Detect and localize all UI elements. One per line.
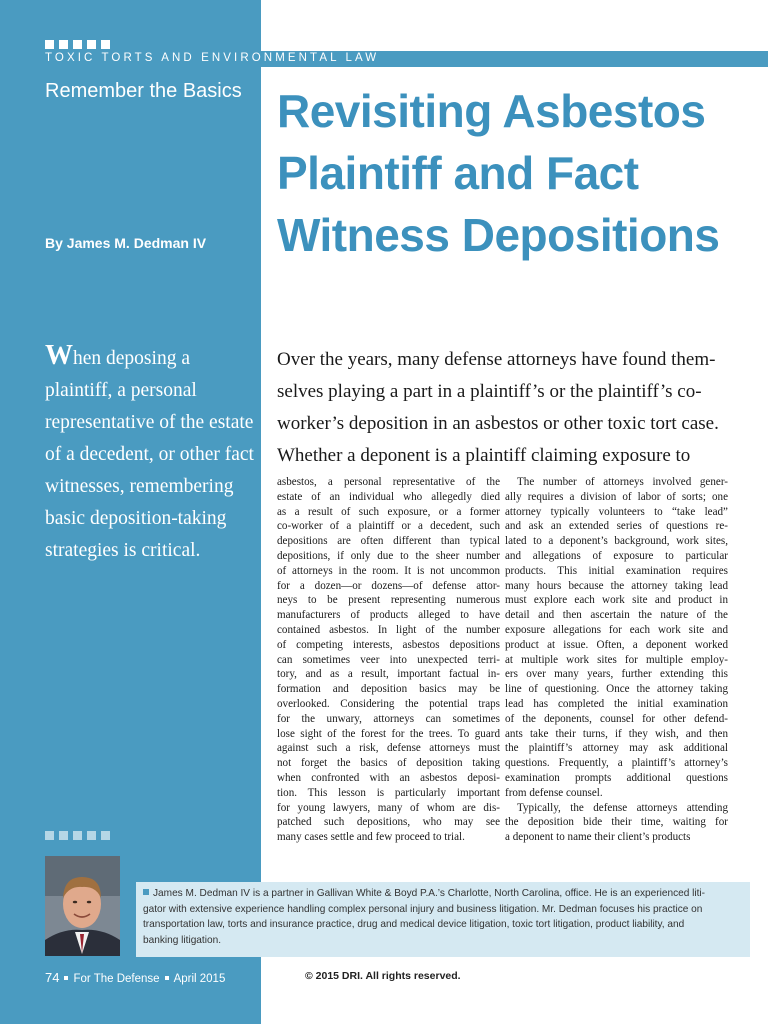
intro-line: Whether a deponent is a plaintiff claiming exposure to	[277, 445, 691, 466]
issue-date: April 2015	[173, 973, 226, 985]
body-line: of attorneys in the room. It is not uncommon	[277, 564, 500, 577]
body-line: estate of an individual who allegedly died	[277, 490, 500, 503]
author-bio	[143, 886, 743, 948]
body-line: of the deponents, counsel for other defend-	[505, 712, 728, 725]
kicker: Remember the Basics	[45, 80, 242, 102]
byline: By James M. Dedman IV	[45, 235, 207, 251]
body-line: many cases settle and few proceed to trial.	[277, 831, 465, 844]
pull-quote	[45, 340, 255, 567]
body-line: tion. This lesson is particularly important	[277, 786, 500, 799]
page-footer	[45, 970, 225, 985]
body-line: against such a risk, defense attorneys must	[277, 742, 500, 755]
body-line: at multiple work sites for multiple employ-	[505, 653, 728, 666]
body-column-left	[277, 475, 500, 845]
body-line: not forget the basics of deposition taking	[277, 757, 500, 770]
pull-quote-line: hen deposing a	[73, 348, 190, 369]
body-line: questions. Frequently, a plaintiff’s attorney’s	[505, 757, 728, 770]
body-line: asbestos, a personal representative of the	[277, 476, 500, 488]
body-line: can sometimes veer into unexpected terri-	[277, 653, 500, 666]
body-line: from defense counsel.	[505, 786, 603, 799]
pull-quote-line: plaintiff, a personal	[45, 380, 197, 401]
body-line: examination prompts additional questions	[505, 771, 728, 784]
body-line: detail and then ascertain the nature of the	[505, 609, 728, 622]
intro-paragraph	[277, 344, 747, 472]
body-line: product at issue. Often, a deponent worked	[505, 638, 728, 651]
bio-line: transportation law, torts and insurance practice, drug and medical device litigation, toxic tort litigation, product liability, and	[143, 919, 685, 930]
article-title	[277, 80, 757, 266]
body-column-right	[505, 475, 728, 845]
body-line: of competing interests, asbestos depositions	[277, 638, 500, 651]
body-line: the deposition bide their time, waiting for	[505, 816, 728, 829]
pull-quote-line: representative of the estate	[45, 412, 254, 433]
pull-quote-line: of a decedent, or other fact	[45, 444, 254, 465]
intro-line: worker’s deposition in an asbestos or other toxic tort case.	[277, 413, 719, 434]
body-line: depositions are often different than typical	[277, 535, 500, 548]
footer-separator	[165, 976, 169, 980]
pull-quote-line: strategies is critical.	[45, 540, 201, 561]
body-line: a deponent to name their client’s products	[505, 831, 691, 844]
body-line: attorney typically volunteers to “take lead”	[505, 505, 728, 518]
body-line: exposure allegations for each work site and	[505, 623, 728, 636]
body-line: co-worker of a plaintiff or a decedent, such	[277, 520, 500, 533]
publication-name: For The Defense	[73, 973, 160, 985]
body-line: patched such depositions, who may see	[277, 816, 500, 829]
body-line: must explore each work site and product in	[505, 594, 728, 607]
title-line: Witness Depositions	[277, 209, 720, 261]
title-line: Revisiting Asbestos	[277, 85, 706, 137]
body-line: the plaintiff’s attorney may ask additional	[505, 742, 728, 755]
body-line: tory, and as a result, important factual in-	[277, 668, 500, 681]
pull-quote-line: basic deposition-taking	[45, 508, 227, 529]
intro-line: Over the years, many defense attorneys have found them-	[277, 349, 716, 370]
author-photo	[45, 856, 120, 956]
footer-separator	[64, 976, 68, 980]
body-line: depositions, if only due to the sheer number	[277, 549, 500, 562]
body-line: as a result of such exposure, or a former	[277, 505, 500, 518]
photo-marker-squares	[45, 831, 110, 840]
body-line: ally requires a division of labor of sorts; one	[505, 490, 728, 503]
page-number: 74	[45, 970, 60, 985]
intro-line: selves playing a part in a plaintiff’s or the plaintiff’s co-	[277, 381, 702, 402]
section-label: TOXIC TORTS AND ENVIRONMENTAL LAW	[45, 52, 380, 64]
body-line: overlooked. Considering the potential traps	[277, 697, 500, 710]
body-line: lead has completed the initial examination	[505, 697, 728, 710]
body-line: and ask an extended series of questions re-	[505, 520, 728, 533]
body-line: formation and deposition basics may be	[277, 683, 500, 696]
body-line: for young lawyers, many of whom are dis-	[277, 801, 500, 814]
drop-cap: W	[45, 340, 73, 371]
body-line: neys to be present representing numerous	[277, 594, 500, 607]
body-line: ers over many years, further extending this	[505, 668, 728, 681]
body-line: The number of attorneys involved gener-	[517, 476, 728, 488]
body-line: Typically, the defense attorneys attending	[517, 801, 728, 814]
body-line: when confronted with an asbestos deposi-	[277, 771, 500, 784]
body-line: many hours because the attorney taking lead	[505, 579, 728, 592]
body-line: manufacturers of products alleged to have	[277, 609, 500, 622]
bio-line: gator with extensive experience handling complex personal injury and business litigation. Mr. Dedman focuses his practice on	[143, 903, 703, 915]
body-line: line of questioning. Once the attorney taking	[505, 683, 728, 696]
section-marker-squares	[45, 40, 110, 49]
bio-bullet	[143, 889, 149, 895]
body-line: lose sight of the forest for the trees. To guard	[277, 727, 500, 740]
body-line: lated to a deponent’s background, work sites,	[505, 535, 728, 548]
body-line: for a dozen—or dozens—of defense attor-	[277, 579, 500, 592]
body-line: ants take their turns, if they wish, and then	[505, 727, 728, 740]
copyright-notice: © 2015 DRI. All rights reserved.	[305, 970, 461, 982]
body-line: products. This initial examination requires	[505, 564, 728, 577]
bio-line: banking litigation.	[143, 934, 221, 946]
title-line: Plaintiff and Fact	[277, 147, 639, 199]
pull-quote-line: witnesses, remembering	[45, 476, 234, 497]
body-line: and allegations of exposure to particular	[505, 549, 728, 562]
bio-line: James M. Dedman IV is a partner in Gallivan White & Boyd P.A.’s Charlotte, North Carolina, office. He is an experienced liti-	[153, 888, 706, 899]
body-line: contained asbestos. In light of the number	[277, 623, 500, 636]
body-line: for the unwary, attorneys can sometimes	[277, 712, 500, 725]
